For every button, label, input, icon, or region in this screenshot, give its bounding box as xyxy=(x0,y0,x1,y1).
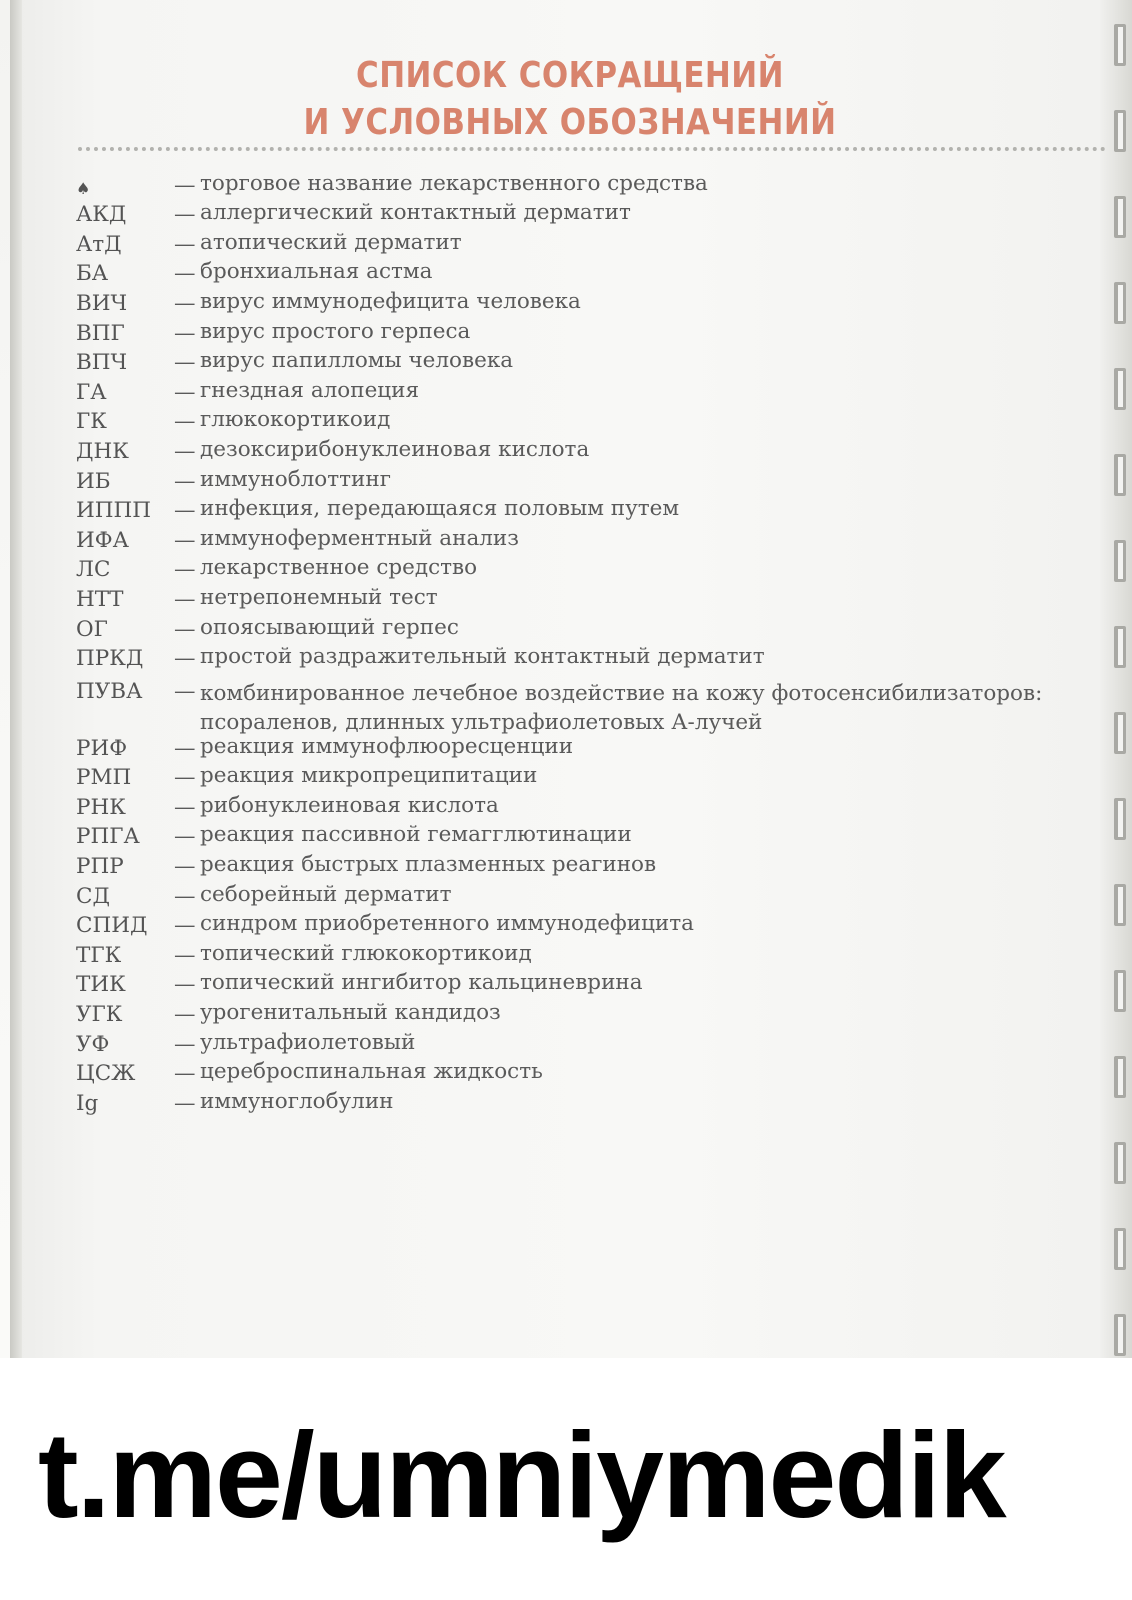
em-dash: — xyxy=(174,1061,196,1087)
list-item xyxy=(76,642,1116,672)
em-dash: — xyxy=(174,290,196,316)
page-title-line-1: СПИСОК СОКРАЩЕНИЙ xyxy=(356,55,784,96)
definition: простой раздражительный контактный дерматит xyxy=(200,644,765,670)
abbreviation: Ig xyxy=(76,1090,99,1116)
list-item xyxy=(76,909,1116,939)
em-dash: — xyxy=(174,913,196,939)
list-item xyxy=(76,523,1116,553)
em-dash: — xyxy=(174,498,196,524)
definition: ультрафиолетовый xyxy=(200,1029,416,1055)
abbreviation: ГК xyxy=(76,409,107,435)
definition: топический глюкокортикоид xyxy=(200,940,532,966)
em-dash: — xyxy=(174,616,196,642)
abbreviation: ТГК xyxy=(76,942,122,968)
definition: синдром приобретенного иммунодефицита xyxy=(200,911,694,937)
abbreviation: РНК xyxy=(76,794,126,820)
definition: комбинированное лечебное воздействие на кожу фотосенсибилизаторов: псораленов, длинных ультрафиолетовых А-лучей xyxy=(200,681,1043,736)
page-title-line-2: И УСЛОВНЫХ ОБОЗНАЧЕНИЙ xyxy=(303,102,837,143)
definition: реакция микропреципитации xyxy=(200,763,538,789)
binding-ring xyxy=(1114,110,1126,152)
list-item xyxy=(76,553,1116,583)
em-dash: — xyxy=(174,794,196,820)
em-dash: — xyxy=(174,350,196,376)
definition: иммуноферментный анализ xyxy=(200,525,519,551)
abbreviation: ВПГ xyxy=(76,320,125,346)
em-dash: — xyxy=(174,1090,196,1116)
definition: бронхиальная астма xyxy=(200,259,433,285)
abbreviation: РИФ xyxy=(76,735,128,761)
abbreviation: СПИД xyxy=(76,913,148,939)
list-item xyxy=(76,612,1116,642)
list-item xyxy=(76,997,1116,1027)
em-dash: — xyxy=(174,231,196,257)
list-item xyxy=(76,346,1116,376)
abbreviation: РМП xyxy=(76,765,132,791)
list-item xyxy=(76,464,1116,494)
definition: реакция иммунофлюоресценции xyxy=(200,733,574,759)
list-item xyxy=(76,1057,1116,1087)
em-dash: — xyxy=(174,172,196,198)
definition: инфекция, передающаяся половым путем xyxy=(200,496,680,522)
binding-ring xyxy=(1114,1142,1126,1184)
em-dash: — xyxy=(174,527,196,553)
abbreviation: ПУВА xyxy=(76,679,143,705)
page-title xyxy=(131,52,1008,146)
list-item xyxy=(76,168,1116,198)
binding-ring xyxy=(1114,1228,1126,1270)
definition: урогенитальный кандидоз xyxy=(200,1000,501,1026)
list-item xyxy=(76,582,1116,612)
definition: нетрепонемный тест xyxy=(200,584,438,610)
list-item xyxy=(76,198,1116,228)
list-item xyxy=(76,405,1116,435)
abbreviation: БА xyxy=(76,261,109,287)
abbreviation-list xyxy=(76,168,1116,1116)
abbreviation: ВПЧ xyxy=(76,350,128,376)
em-dash: — xyxy=(174,586,196,612)
list-item xyxy=(76,761,1116,791)
em-dash: — xyxy=(174,557,196,583)
em-dash: — xyxy=(174,735,196,761)
abbreviation: ТИК xyxy=(76,972,126,998)
em-dash: — xyxy=(174,765,196,791)
abbreviation: АтД xyxy=(76,231,122,257)
abbreviation: ОГ xyxy=(76,616,108,642)
watermark-text: t.me/umniymedik xyxy=(38,1407,1005,1543)
definition: иммуноглобулин xyxy=(200,1088,394,1114)
abbreviation: УФ xyxy=(76,1031,110,1057)
em-dash: — xyxy=(174,824,196,850)
definition: реакция пассивной гемагглютинации xyxy=(200,822,632,848)
list-item xyxy=(76,316,1116,346)
list-item xyxy=(76,879,1116,909)
em-dash: — xyxy=(174,883,196,909)
abbreviation: ДНК xyxy=(76,438,129,464)
list-item xyxy=(76,434,1116,464)
definition: цереброспинальная жидкость xyxy=(200,1059,543,1085)
definition: себорейный дерматит xyxy=(200,881,452,907)
dotted-divider xyxy=(78,147,1106,151)
page-left-edge xyxy=(10,0,22,1358)
definition: лекарственное средство xyxy=(200,555,478,581)
list-item xyxy=(76,731,1116,761)
em-dash: — xyxy=(174,261,196,287)
definition: реакция быстрых плазменных реагинов xyxy=(200,852,657,878)
abbreviation: РПГА xyxy=(76,824,140,850)
binding-ring xyxy=(1114,1314,1126,1356)
definition: атопический дерматит xyxy=(200,229,462,255)
em-dash: — xyxy=(174,942,196,968)
list-item xyxy=(76,375,1116,405)
abbreviation: ИППП xyxy=(76,498,151,524)
list-item xyxy=(76,790,1116,820)
em-dash: — xyxy=(174,409,196,435)
abbreviation: ИФА xyxy=(76,527,129,553)
abbreviation: ЛС xyxy=(76,557,111,583)
em-dash: — xyxy=(174,379,196,405)
definition: вирус иммунодефицита человека xyxy=(200,288,581,314)
em-dash: — xyxy=(174,320,196,346)
em-dash: — xyxy=(174,202,196,228)
abbreviation: СД xyxy=(76,883,110,909)
abbreviation: АКД xyxy=(76,202,127,228)
definition: иммуноблоттинг xyxy=(200,466,391,492)
abbreviation: РПР xyxy=(76,854,124,880)
em-dash: — xyxy=(174,972,196,998)
definition: торговое название лекарственного средства xyxy=(200,170,708,196)
definition: дезоксирибонуклеиновая кислота xyxy=(200,436,590,462)
abbreviation: НТТ xyxy=(76,586,124,612)
list-item xyxy=(76,494,1116,524)
definition: гнездная алопеция xyxy=(200,377,420,403)
list-item xyxy=(76,1086,1116,1116)
list-item xyxy=(76,820,1116,850)
list-item xyxy=(76,671,1116,736)
abbreviation: ГА xyxy=(76,379,107,405)
em-dash: — xyxy=(174,1031,196,1057)
em-dash: — xyxy=(174,646,196,672)
definition: вирус простого герпеса xyxy=(200,318,471,344)
abbreviation: УГК xyxy=(76,1002,123,1028)
definition: аллергический контактный дерматит xyxy=(200,200,631,226)
list-item xyxy=(76,286,1116,316)
abbreviation: ЦСЖ xyxy=(76,1061,136,1087)
definition: опоясывающий герпес xyxy=(200,614,459,640)
em-dash: — xyxy=(174,1002,196,1028)
definition: вирус папилломы человека xyxy=(200,348,514,374)
abbreviation: ВИЧ xyxy=(76,290,128,316)
list-item xyxy=(76,968,1116,998)
binding-ring xyxy=(1114,24,1126,66)
em-dash: — xyxy=(174,468,196,494)
list-item xyxy=(76,938,1116,968)
em-dash: — xyxy=(174,854,196,880)
list-item xyxy=(76,849,1116,879)
list-item xyxy=(76,227,1116,257)
abbreviation: ПРКД xyxy=(76,646,144,672)
list-item xyxy=(76,257,1116,287)
em-dash: — xyxy=(174,438,196,464)
definition: топический ингибитор кальциневрина xyxy=(200,970,643,996)
em-dash: — xyxy=(174,679,196,705)
definition: рибонуклеиновая кислота xyxy=(200,792,499,818)
definition: глюкокортикоид xyxy=(200,407,391,433)
list-item xyxy=(76,1027,1116,1057)
trade-name-symbol: ♠ xyxy=(76,178,91,198)
abbreviation: ИБ xyxy=(76,468,111,494)
